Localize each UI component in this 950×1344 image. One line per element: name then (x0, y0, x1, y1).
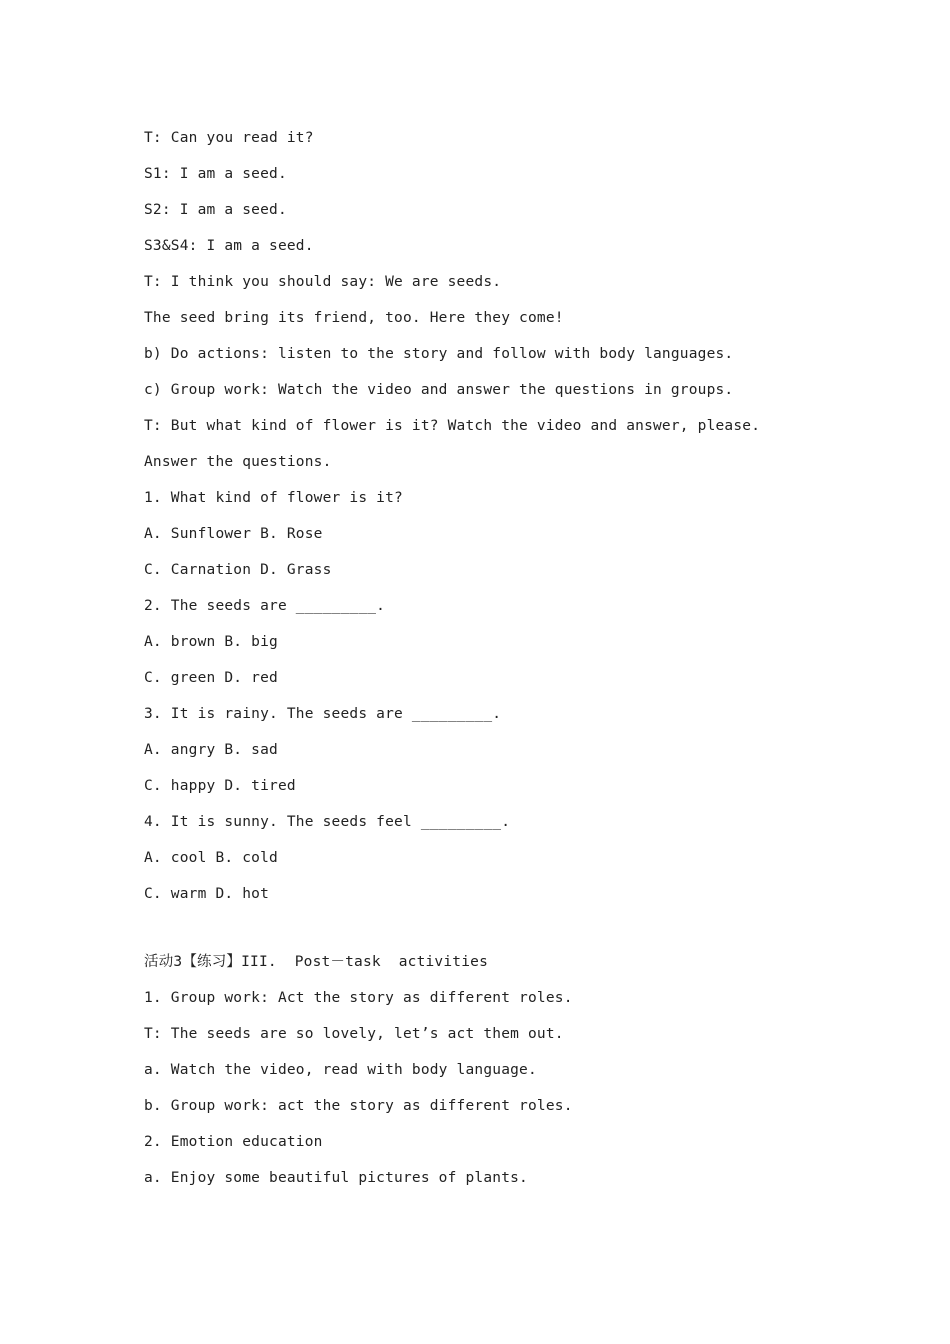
text-line: S2: I am a seed. (144, 202, 287, 218)
text-line: The seed bring its friend, too. Here they come! (144, 310, 564, 326)
question-1-options-cd: C. Carnation D. Grass (144, 562, 332, 578)
question-3-options-ab: A. angry B. sad (144, 742, 278, 758)
text-line: S1: I am a seed. (144, 166, 287, 182)
text-line: 1. Group work: Act the story as different roles. (144, 990, 573, 1006)
question-2-options-cd: C. green D. red (144, 670, 278, 686)
question-2-options-ab: A. brown B. big (144, 634, 278, 650)
text-line: c) Group work: Watch the video and answer the questions in groups. (144, 382, 734, 398)
text-line: a. Enjoy some beautiful pictures of plants. (144, 1170, 528, 1186)
question-3: 3. It is rainy. The seeds are _________. (144, 706, 502, 722)
text-line: T: The seeds are so lovely, let’s act them out. (144, 1026, 564, 1042)
question-4-options-ab: A. cool B. cold (144, 850, 278, 866)
text-line: 2. Emotion education (144, 1134, 323, 1150)
text-line: S3&S4: I am a seed. (144, 238, 314, 254)
text-line: T: Can you read it? (144, 130, 314, 146)
text-line: b. Group work: act the story as different roles. (144, 1098, 573, 1114)
question-1: 1. What kind of flower is it? (144, 490, 403, 506)
text-line: Answer the questions. (144, 454, 332, 470)
question-4: 4. It is sunny. The seeds feel _________. (144, 814, 511, 830)
text-line: b) Do actions: listen to the story and follow with body languages. (144, 346, 734, 362)
question-1-options-ab: A. Sunflower B. Rose (144, 526, 323, 542)
question-3-options-cd: C. happy D. tired (144, 778, 296, 794)
question-4-options-cd: C. warm D. hot (144, 886, 270, 902)
text-line: T: I think you should say: We are seeds. (144, 274, 502, 290)
text-line: a. Watch the video, read with body language. (144, 1062, 537, 1078)
text-line: T: But what kind of flower is it? Watch the video and answer, please. (144, 418, 761, 434)
question-2: 2. The seeds are _________. (144, 598, 386, 614)
section-heading: 活动3【练习】III. Post－task activities (144, 954, 489, 970)
